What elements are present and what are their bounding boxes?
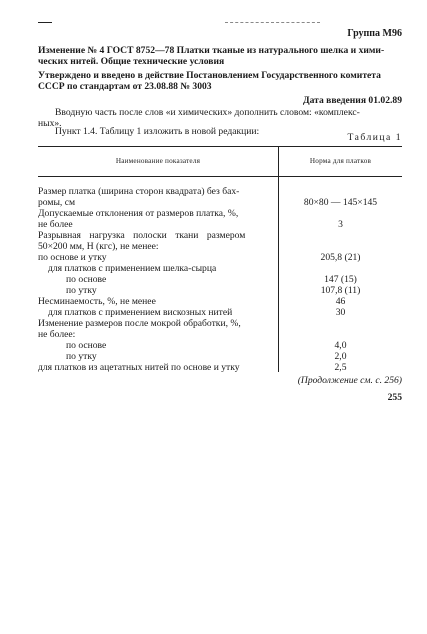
row-value: 147 (15) <box>324 274 357 285</box>
row-value: 30 <box>335 307 346 318</box>
row-value: 3 <box>338 219 343 230</box>
table-header-name: Наименование показателя <box>115 157 201 165</box>
row-label: Размер платка (ширина сторон квадрата) без бах- <box>38 186 240 197</box>
row-label: Допускаемые отклонения от размеров платка, %, <box>38 208 239 219</box>
page-number: 255 <box>387 392 402 403</box>
group-label: Группа М96 <box>347 28 402 39</box>
row-value: 4,0 <box>334 340 347 351</box>
top-rule-dashed <box>225 22 320 23</box>
row-value: 80×80 — 145×145 <box>303 197 378 208</box>
continuation-note: (Продолжение см. с. 256) <box>297 375 402 386</box>
table-caption: Таблица 1 <box>347 132 402 143</box>
approved-line1: Утверждено и введено в действие Постановлением Государственного комитета <box>38 70 381 81</box>
effective-date: Дата введения 01.02.89 <box>302 95 402 106</box>
row-label: 50×200 мм, Н (кгс), не менее: <box>38 241 159 252</box>
row-value: 205,8 (21) <box>320 252 361 263</box>
row-value: 46 <box>335 296 346 307</box>
table-header-norm: Норма для платков <box>309 157 372 165</box>
intro-line2: ных». <box>38 118 62 129</box>
row-label: по утку <box>66 351 97 362</box>
row-value: 107,8 (11) <box>320 285 361 296</box>
table-header-bottom-border <box>38 176 402 177</box>
approved-line2: СССР по стандартам от 23.08.88 № 3003 <box>38 81 212 92</box>
row-label: для платков с применением вискозных нитей <box>48 307 233 318</box>
row-label: Изменение размеров после мокрой обработки, %, <box>38 318 241 329</box>
row-value: 2,5 <box>334 362 347 373</box>
row-label: по утку <box>66 285 97 296</box>
row-label: ромы, см <box>38 197 76 208</box>
row-label: по основе и утку <box>38 252 107 263</box>
change-title-line1: Изменение № 4 ГОСТ 8752—78 Платки тканые из натурального шелка и хими- <box>38 45 385 56</box>
row-label: не более: <box>38 329 76 340</box>
row-label: для платков с применением шелка-сырца <box>48 263 217 274</box>
intro-line1: Вводную часть после слов «и химических» дополнить словом: «комплекс- <box>55 107 360 118</box>
row-value: 2,0 <box>334 351 347 362</box>
row-label: Разрывная нагрузка полоски ткани размером <box>38 230 246 241</box>
row-label: не более <box>38 219 73 230</box>
change-title-line2: ческих нитей. Общие технические условия <box>38 56 225 67</box>
top-mark-left <box>38 22 52 23</box>
table-top-border <box>38 146 402 147</box>
row-label: для платков из ацетатных нитей по основе и утку <box>38 362 240 373</box>
row-label: Несминаемость, %, не менее <box>38 296 156 307</box>
row-label: по основе <box>66 274 107 285</box>
point-text: Пункт 1.4. Таблицу 1 изложить в новой редакции: <box>55 126 260 137</box>
row-label: по основе <box>66 340 107 351</box>
